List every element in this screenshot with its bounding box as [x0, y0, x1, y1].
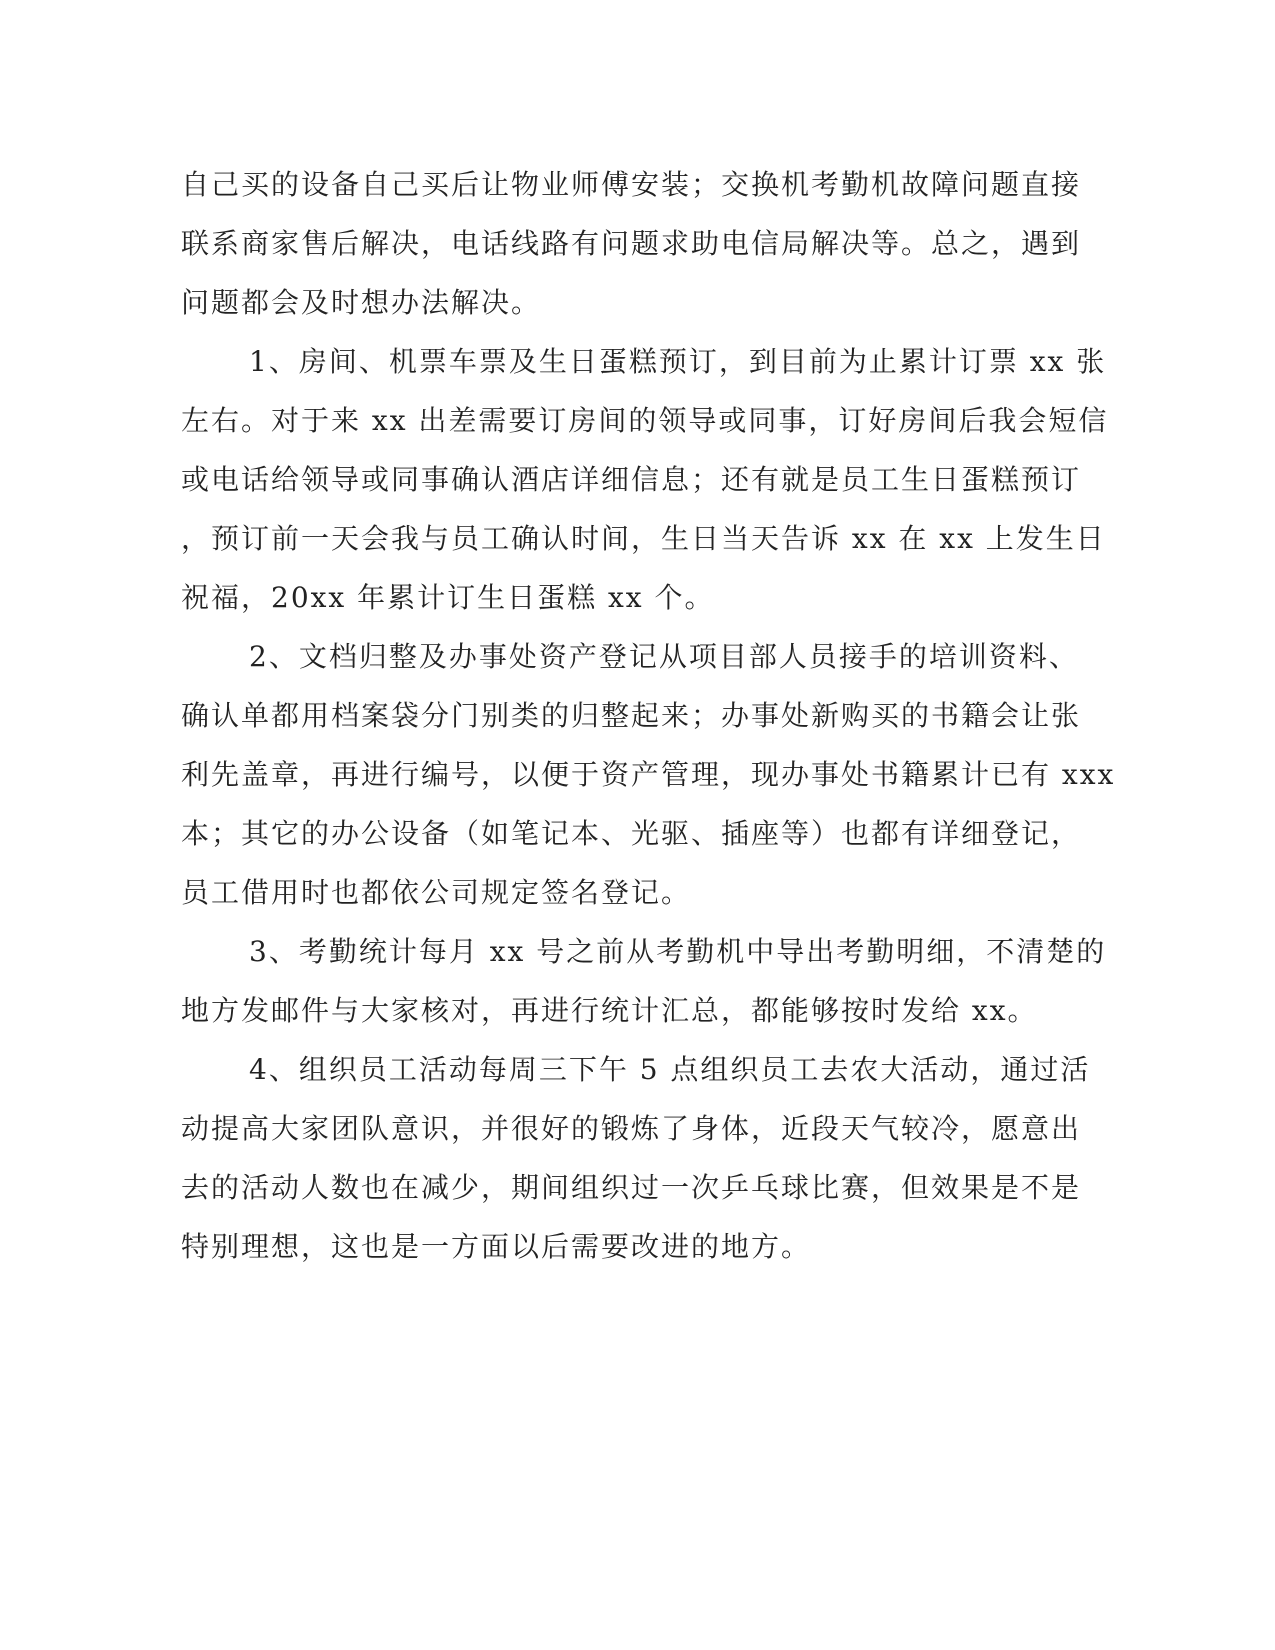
text-line: 利先盖章，再进行编号，以便于资产管理，现办事处书籍累计已有 xxx — [181, 758, 1116, 791]
text-line: 确认单都用档案袋分门别类的归整起来；办事处新购买的书籍会让张 — [181, 699, 1082, 732]
text-line: ，预订前一天会我与员工确认时间，生日当天告诉 xx 在 xx 上发生日 — [181, 522, 1106, 555]
paragraph-intro — [181, 155, 1082, 332]
text-line: 去的活动人数也在减少，期间组织过一次乒乓球比赛，但效果是不是 — [181, 1171, 1082, 1204]
text-line: 左右。对于来 xx 出差需要订房间的领导或同事，订好房间后我会短信 — [181, 404, 1109, 437]
text-line: 或电话给领导或同事确认酒店详细信息；还有就是员工生日蛋糕预订 — [181, 463, 1082, 496]
document-body — [181, 155, 1116, 1276]
text-line: 3、考勤统计每月 xx 号之前从考勤机中导出考勤明细，不清楚的 — [249, 935, 1107, 968]
text-line: 4、组织员工活动每周三下午 5 点组织员工去农大活动，通过活 — [249, 1053, 1091, 1086]
text-line: 祝福，20xx 年累计订生日蛋糕 xx 个。 — [181, 581, 715, 614]
text-line: 动提高大家团队意识，并很好的锻炼了身体，近段天气较冷，愿意出 — [181, 1112, 1082, 1145]
text-line: 问题都会及时想办法解决。 — [181, 286, 542, 319]
text-line: 特别理想，这也是一方面以后需要改进的地方。 — [181, 1230, 812, 1263]
paragraph-item-1 — [181, 332, 1109, 627]
text-line: 1、房间、机票车票及生日蛋糕预订，到目前为止累计订票 xx 张 — [249, 345, 1107, 378]
text-line: 自己买的设备自己买后让物业师傅安装；交换机考勤机故障问题直接 — [181, 168, 1082, 201]
text-line: 员工借用时也都依公司规定签名登记。 — [181, 876, 692, 909]
text-line: 联系商家售后解决，电话线路有问题求助电信局解决等。总之，遇到 — [181, 227, 1082, 260]
text-line: 本；其它的办公设备（如笔记本、光驱、插座等）也都有详细登记， — [181, 817, 1082, 850]
text-line: 2、文档归整及办事处资产登记从项目部人员接手的培训资料、 — [249, 640, 1079, 673]
text-line: 地方发邮件与大家核对，再进行统计汇总，都能够按时发给 xx。 — [181, 994, 1038, 1027]
paragraph-item-2 — [181, 627, 1116, 922]
paragraph-item-3 — [181, 922, 1107, 1040]
paragraph-item-4 — [181, 1040, 1091, 1276]
